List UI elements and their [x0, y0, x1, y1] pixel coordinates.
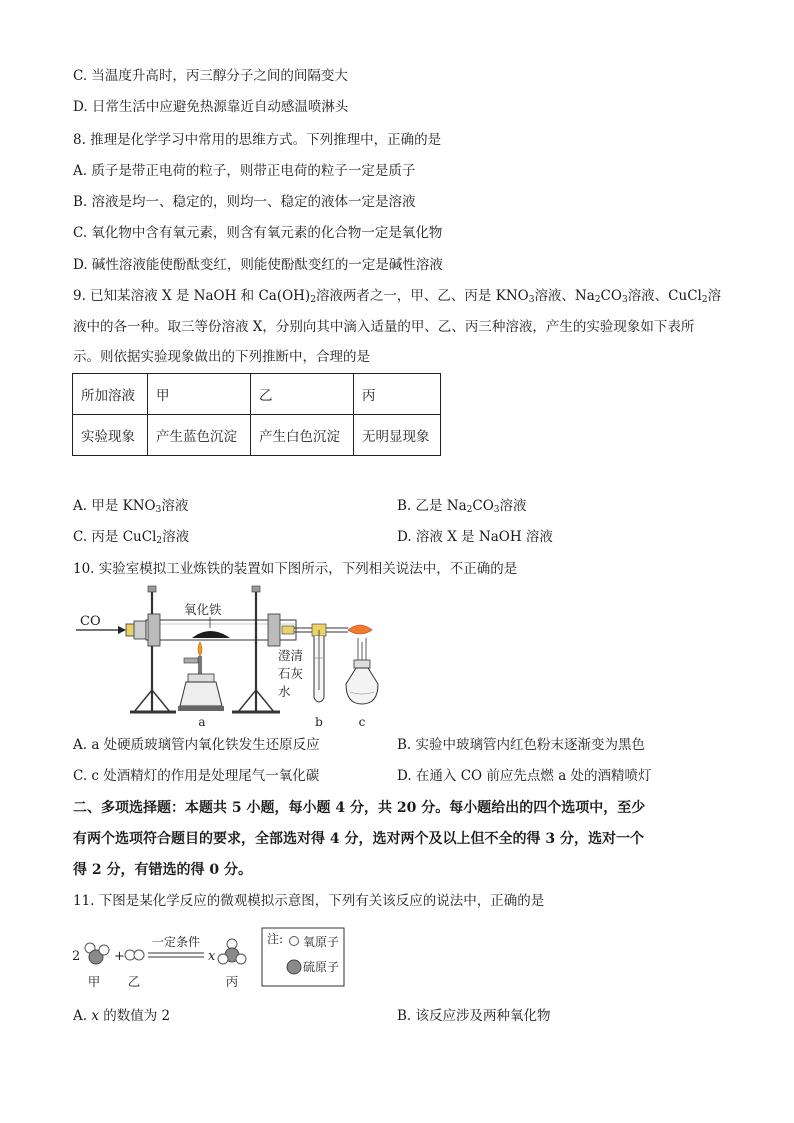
q11-option-a: A. x 的数值为 2	[73, 1008, 171, 1024]
legend-oxygen-icon	[290, 937, 299, 946]
legend-sulfur-icon	[287, 960, 301, 974]
reaction-micro-model-diagram	[68, 924, 350, 994]
q7-option-c: C. 当温度升高时，丙三醇分子之间的间隔变大	[73, 68, 348, 84]
coefficient-x: x	[208, 949, 216, 964]
q9-observation-table	[72, 373, 441, 456]
q10-option-c: C. c 处酒精灯的作用是处理尾气一氧化碳	[73, 768, 320, 784]
q8-option-d: D. 碱性溶液能使酚酞变红，则能使酚酞变红的一定是碱性溶液	[73, 257, 443, 273]
q9-option-d: D. 溶液 X 是 NaOH 溶液	[397, 529, 553, 545]
table-row	[73, 374, 441, 415]
iron-smelting-apparatus-diagram	[72, 580, 392, 732]
q11-option-b: B. 该反应涉及两种氧化物	[397, 1008, 551, 1024]
arrowhead-icon	[118, 626, 126, 634]
alcohol-blast-burner	[180, 682, 222, 706]
table-cell: 乙	[251, 374, 354, 415]
iron-oxide-label: 氧化铁	[184, 602, 222, 617]
legend-oxygen-label: 氧原子	[303, 935, 340, 949]
legend-title: 注:	[267, 932, 284, 946]
table-cell: 无明显现象	[354, 415, 441, 456]
q9-stem-line2: 液中的各一种。取三等份溶液 X，分别向其中滴入适量的甲、乙、丙三种溶液，产生的实验现象如下表所	[73, 319, 695, 335]
q9-option-c: C. 丙是 CuCl$_2$溶液	[73, 529, 190, 546]
q9-stem-line3: 示。则依据实验现象做出的下列推断中，合理的是	[73, 349, 370, 365]
table-cell: 产生蓝色沉淀	[148, 415, 251, 456]
burner-flame	[198, 642, 202, 656]
q10-option-a: A. a 处硬质玻璃管内氧化铁发生还原反应	[73, 737, 320, 753]
co-label: CO	[80, 614, 101, 629]
section-heading-line2: 有两个选项符合题目的要求，全部选对得 4 分，选对两个及以上但不全的得 3 分，选对一个	[73, 831, 644, 847]
alcohol-lamp	[346, 668, 378, 704]
legend-sulfur-label: 硫原子	[303, 960, 340, 974]
coefficient-2: 2	[72, 949, 81, 964]
q10-stem: 10. 实验室模拟工业炼铁的装置如下图所示，下列相关说法中，不正确的是	[73, 561, 518, 577]
q8-stem: 8. 推理是化学学习中常用的思维方式。下列推理中，正确的是	[73, 132, 442, 148]
limewater-label-line1: 澄清	[278, 648, 304, 663]
label-c: c	[358, 715, 366, 729]
reaction-condition: 一定条件	[151, 935, 201, 949]
q8-option-b: B. 溶液是均一、稳定的，则均一、稳定的液体一定是溶液	[73, 194, 416, 210]
q10-option-d: D. 在通入 CO 前应先点燃 a 处的酒精喷灯	[397, 768, 652, 784]
q11-stem: 11. 下图是某化学反应的微观模拟示意图，下列有关该反应的说法中，正确的是	[73, 893, 545, 909]
table-cell: 实验现象	[73, 415, 148, 456]
limewater-label-line2: 石灰	[278, 666, 304, 681]
q8-option-c: C. 氧化物中含有氧元素，则含有氧元素的化合物一定是氧化物	[73, 225, 443, 241]
iron-oxide-powder	[192, 631, 230, 638]
oxygen-atom	[99, 945, 109, 955]
label-jia: 甲	[87, 974, 101, 989]
q9-option-a: A. 甲是 $KNO_3$溶液	[73, 498, 189, 515]
q10-option-b: B. 实验中玻璃管内红色粉末逐渐变为黑色	[397, 737, 646, 753]
q9-option-b: B. 乙是 $Na_2CO_3$溶液	[397, 498, 527, 515]
table-cell: 产生白色沉淀	[251, 415, 354, 456]
oxygen-atom	[134, 950, 144, 960]
q9-stem-line1: 9. 已知某溶液 X 是 NaOH 和 $Ca(OH)_2$溶液两者之一，甲、乙、丙是 $KNO_3$溶液、$Na_2CO_3$溶液、CuCl$_2$溶	[73, 288, 722, 305]
q7-option-d: D. 日常生活中应避免热源靠近自动感温喷淋头	[73, 99, 349, 115]
oxygen-atom	[218, 954, 228, 964]
q8-option-a: A. 质子是带正电荷的粒子，则带正电荷的粒子一定是质子	[73, 163, 416, 179]
tail-gas-flame	[348, 625, 372, 634]
limewater-label-line3: 水	[278, 684, 291, 699]
label-bing: 丙	[225, 974, 239, 989]
table-cell: 甲	[148, 374, 251, 415]
plus-sign: +	[114, 949, 125, 964]
section-heading-line3: 得 2 分，有错选的得 0 分。	[73, 862, 252, 878]
section-heading-line1: 二、多项选择题：本题共 5 小题，每小题 4 分，共 20 分。每小题给出的四个选项中，至少	[73, 800, 646, 816]
table-row	[73, 415, 441, 456]
label-a: a	[198, 715, 206, 729]
inlet-clamp	[134, 621, 146, 639]
right-tube-clamp	[268, 614, 280, 646]
oxygen-atom	[236, 954, 246, 964]
label-b: b	[315, 715, 323, 729]
label-yi: 乙	[127, 974, 141, 989]
table-cell: 所加溶液	[73, 374, 148, 415]
table-cell: 丙	[354, 374, 441, 415]
left-tube-clamp	[148, 614, 160, 646]
